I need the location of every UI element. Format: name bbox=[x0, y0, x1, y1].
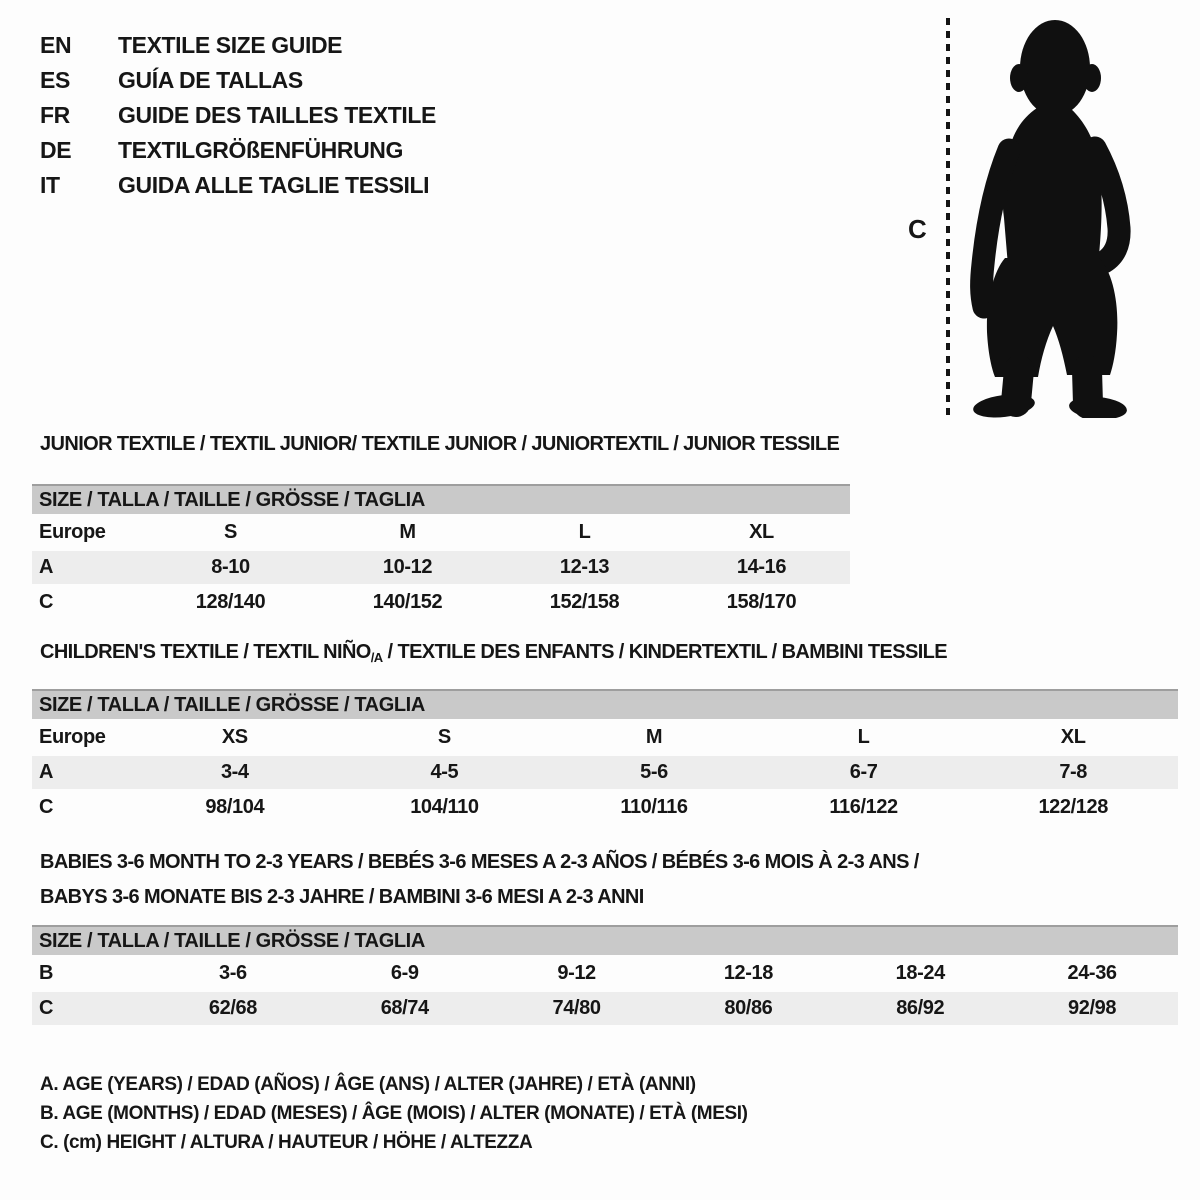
language-code: EN bbox=[40, 32, 72, 58]
size-header-bar: SIZE / TALLA / TAILLE / GRÖSSE / TAGLIA bbox=[32, 926, 1178, 956]
language-row-en bbox=[40, 28, 436, 63]
size-cell: XL bbox=[749, 521, 774, 543]
language-row-fr bbox=[40, 98, 436, 133]
babies-title-line2: BABYS 3-6 MONATE BIS 2-3 JAHRE / BAMBINI 3-6 MESI A 2-3 ANNI bbox=[40, 886, 644, 908]
height-cell: 62/68 bbox=[147, 991, 319, 1026]
children-size-table bbox=[32, 689, 1178, 826]
size-header-row bbox=[32, 690, 1178, 720]
guide-title-es: GUÍA DE TALLAS bbox=[118, 67, 303, 93]
language-code: DE bbox=[40, 137, 72, 163]
size-cell: M bbox=[399, 521, 416, 543]
children-section-title bbox=[40, 641, 947, 665]
guide-title-it: GUIDA ALLE TAGLIE TESSILI bbox=[118, 172, 430, 198]
guide-title-fr: GUIDE DES TAILLES TEXTILE bbox=[118, 102, 436, 128]
row-label: A bbox=[32, 550, 142, 585]
age-cell: 8-10 bbox=[142, 550, 319, 585]
size-cell: XS bbox=[221, 726, 248, 748]
height-measure-label: C bbox=[908, 214, 927, 244]
height-cell: 152/158 bbox=[549, 591, 620, 613]
language-header bbox=[40, 28, 436, 203]
age-cell: 10-12 bbox=[319, 550, 496, 585]
table-row-europe bbox=[32, 720, 1178, 755]
guide-title-de: TEXTILGRÖßENFÜHRUNG bbox=[118, 137, 403, 163]
table-row-height bbox=[32, 991, 1178, 1026]
age-cell: 5-6 bbox=[549, 755, 759, 790]
height-cell: 98/104 bbox=[205, 796, 265, 818]
height-measure-dashed-line bbox=[946, 18, 950, 416]
height-cell: 74/80 bbox=[491, 991, 663, 1026]
language-code: FR bbox=[40, 102, 70, 128]
height-cell: 158/170 bbox=[726, 591, 797, 613]
size-header-row bbox=[32, 926, 1178, 956]
age-cell: 12-13 bbox=[496, 550, 673, 585]
children-title-text: / TEXTILE DES ENFANTS / KINDERTEXTIL / BAMBINI TESSILE bbox=[382, 641, 948, 663]
row-label: B bbox=[39, 962, 54, 984]
height-cell: 68/74 bbox=[319, 991, 491, 1026]
age-cell: 7-8 bbox=[968, 755, 1178, 790]
language-row-it bbox=[40, 168, 436, 203]
months-cell: 9-12 bbox=[557, 962, 596, 984]
age-cell: 3-4 bbox=[130, 755, 340, 790]
height-cell: 122/128 bbox=[1038, 796, 1108, 818]
height-cell: 110/116 bbox=[620, 796, 688, 818]
table-row-age bbox=[32, 550, 850, 585]
guide-title-en: TEXTILE SIZE GUIDE bbox=[118, 32, 343, 58]
language-code: IT bbox=[40, 172, 60, 198]
months-cell: 3-6 bbox=[219, 962, 247, 984]
size-cell: L bbox=[578, 521, 591, 543]
row-label: A bbox=[32, 755, 130, 790]
toddler-silhouette-icon bbox=[966, 14, 1138, 418]
height-cell: 92/98 bbox=[1006, 991, 1178, 1026]
legend-line-a: A. AGE (YEARS) / EDAD (AÑOS) / ÂGE (ANS) / ALTER (JAHRE) / ETÀ (ANNI) bbox=[40, 1074, 696, 1095]
size-cell: L bbox=[857, 726, 870, 748]
junior-size-table bbox=[32, 484, 850, 621]
language-row-es bbox=[40, 63, 436, 98]
language-code: ES bbox=[40, 67, 70, 93]
size-header-bar: SIZE / TALLA / TAILLE / GRÖSSE / TAGLIA bbox=[32, 690, 1178, 720]
table-row-height bbox=[32, 585, 850, 620]
size-cell: M bbox=[645, 726, 663, 748]
language-row-de bbox=[40, 133, 436, 168]
babies-section-title bbox=[40, 845, 919, 915]
age-cell: 6-7 bbox=[759, 755, 969, 790]
height-cell: 140/152 bbox=[372, 591, 443, 613]
row-label: Europe bbox=[39, 726, 106, 748]
months-cell: 24-36 bbox=[1067, 962, 1117, 984]
height-cell: 128/140 bbox=[195, 591, 266, 613]
size-cell: S bbox=[437, 726, 451, 748]
row-label: Europe bbox=[39, 521, 106, 543]
months-cell: 18-24 bbox=[895, 962, 945, 984]
size-cell: S bbox=[224, 521, 237, 543]
row-label: C bbox=[39, 591, 54, 613]
legend-line-b: B. AGE (MONTHS) / EDAD (MESES) / ÂGE (MOIS) / ALTER (MONATE) / ETÀ (MESI) bbox=[40, 1103, 748, 1124]
table-row-europe bbox=[32, 515, 850, 550]
height-cell: 116/122 bbox=[829, 796, 898, 818]
height-cell: 80/86 bbox=[662, 991, 834, 1026]
table-row-months bbox=[32, 956, 1178, 991]
junior-section-title: JUNIOR TEXTILE / TEXTIL JUNIOR/ TEXTILE JUNIOR / JUNIORTEXTIL / JUNIOR TESSILE bbox=[40, 433, 840, 455]
age-cell: 14-16 bbox=[673, 550, 850, 585]
table-row-age bbox=[32, 755, 1178, 790]
babies-size-table bbox=[32, 925, 1178, 1027]
row-label: C bbox=[39, 796, 54, 818]
legend-line-c: C. (cm) HEIGHT / ALTURA / HAUTEUR / HÖHE / ALTEZZA bbox=[40, 1132, 533, 1153]
months-cell: 6-9 bbox=[390, 962, 419, 984]
children-title-sub: /A bbox=[370, 650, 383, 665]
age-cell: 4-5 bbox=[340, 755, 550, 790]
babies-title-line1: BABIES 3-6 MONTH TO 2-3 YEARS / BEBÉS 3-6 MESES A 2-3 AÑOS / BÉBÉS 3-6 MOIS À 2-3 ANS / bbox=[40, 851, 919, 873]
height-cell: 86/92 bbox=[834, 991, 1006, 1026]
table-row-height bbox=[32, 790, 1178, 825]
size-header-row bbox=[32, 485, 850, 515]
measurement-legend bbox=[40, 1070, 748, 1157]
height-cell: 104/110 bbox=[410, 796, 479, 818]
children-title-text: CHILDREN'S TEXTILE / TEXTIL NIÑO bbox=[40, 641, 371, 663]
row-label: C bbox=[32, 991, 147, 1026]
months-cell: 12-18 bbox=[723, 962, 773, 984]
size-cell: XL bbox=[1060, 726, 1086, 748]
size-header-bar: SIZE / TALLA / TAILLE / GRÖSSE / TAGLIA bbox=[32, 485, 850, 515]
